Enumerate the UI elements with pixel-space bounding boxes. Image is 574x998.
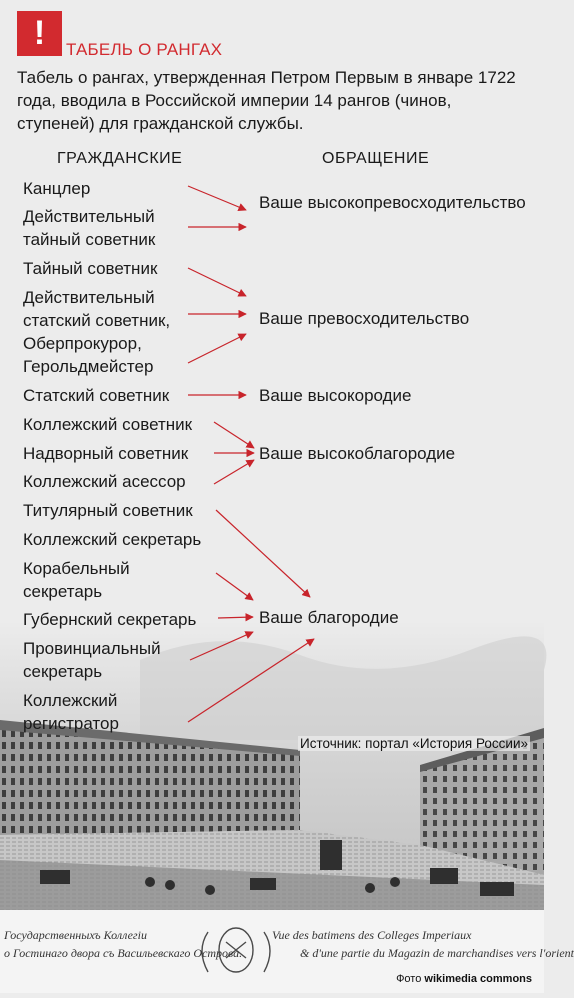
rank-titular-councillor: Титулярный советник (23, 501, 193, 520)
rank-chancellor: Канцлер (23, 179, 91, 198)
arrow-privy (188, 268, 246, 296)
rank-collegiate-registrar: Коллежский регистратор (23, 691, 119, 733)
column-header-address: ОБРАЩЕНИЕ (322, 150, 430, 167)
rank-privy-councillor: Тайный советник (23, 259, 158, 278)
rank-court-councillor: Надворный советник (23, 444, 189, 463)
page-title: ТАБЕЛЬ О РАНГАХ (66, 40, 223, 59)
address-excellency-high: Ваше высокопревосходительство (259, 193, 526, 212)
arrow-titular (216, 510, 310, 597)
address-high-nobility: Ваше высокоблагородие (259, 444, 456, 463)
address-excellency: Ваше превосходительство (259, 309, 470, 328)
arrow-gub-secretary (218, 617, 253, 618)
caption-left-line1: Государственныхъ Коллегiи (4, 928, 147, 942)
source-note: Источник: портал «История России» (300, 736, 528, 751)
rank-state-councillor: Статский советник (23, 386, 170, 405)
photo-credit (396, 973, 532, 985)
arrow-herald (188, 334, 246, 363)
rank-collegiate-councillor: Коллежский советник (23, 415, 193, 434)
rank-provincial-secretary: Провинциальный секретарь (23, 639, 161, 681)
column-header-civil: ГРАЖДАНСКИЕ (57, 150, 183, 167)
address-high-birth: Ваше высокородие (259, 386, 412, 405)
rank-actual-privy-councillor: Действительный тайный советник (23, 207, 156, 249)
caption-left-line2: о Гостинаго двора съ Васильевскаго Острова. (4, 946, 243, 960)
rank-ship-secretary: Корабельный секретарь (23, 559, 130, 601)
rank-provincial-secretary-gub: Губернский секретарь (23, 610, 197, 629)
arrow-ship-secretary (216, 573, 253, 600)
rank-collegiate-secretary: Коллежский секретарь (23, 530, 202, 549)
rank-ober-prosecutor: Оберпрокурор, (23, 334, 142, 353)
address-nobility: Ваше благородие (259, 608, 399, 627)
caption-right-line1: Vue des batimens des Colleges Imperiaux (272, 928, 472, 942)
arrow-assessor (214, 460, 254, 484)
rank-herald-master: Герольдмейстер (23, 357, 154, 376)
photo-credit-prefix: Фото (396, 973, 422, 985)
rank-actual-state-councillor: Действительный статский советник, (23, 288, 171, 330)
intro-text: Табель о рангах, утвержденная Петром Первым в январе 1722 года, вводила в Российской империи 14 рангов (чинов, ступеней) для гражданской службы. (17, 68, 516, 133)
photo-credit-name: wikimedia commons (424, 973, 532, 985)
alert-badge-icon: ! (17, 11, 62, 56)
caption-right-line2: & d'une partie du Magazin de marchandises vers l'orient (300, 946, 574, 960)
arrow-collegiate-councillor (214, 422, 254, 448)
rank-collegiate-assessor: Коллежский асессор (23, 472, 186, 491)
arrow-chancellor (188, 186, 246, 210)
